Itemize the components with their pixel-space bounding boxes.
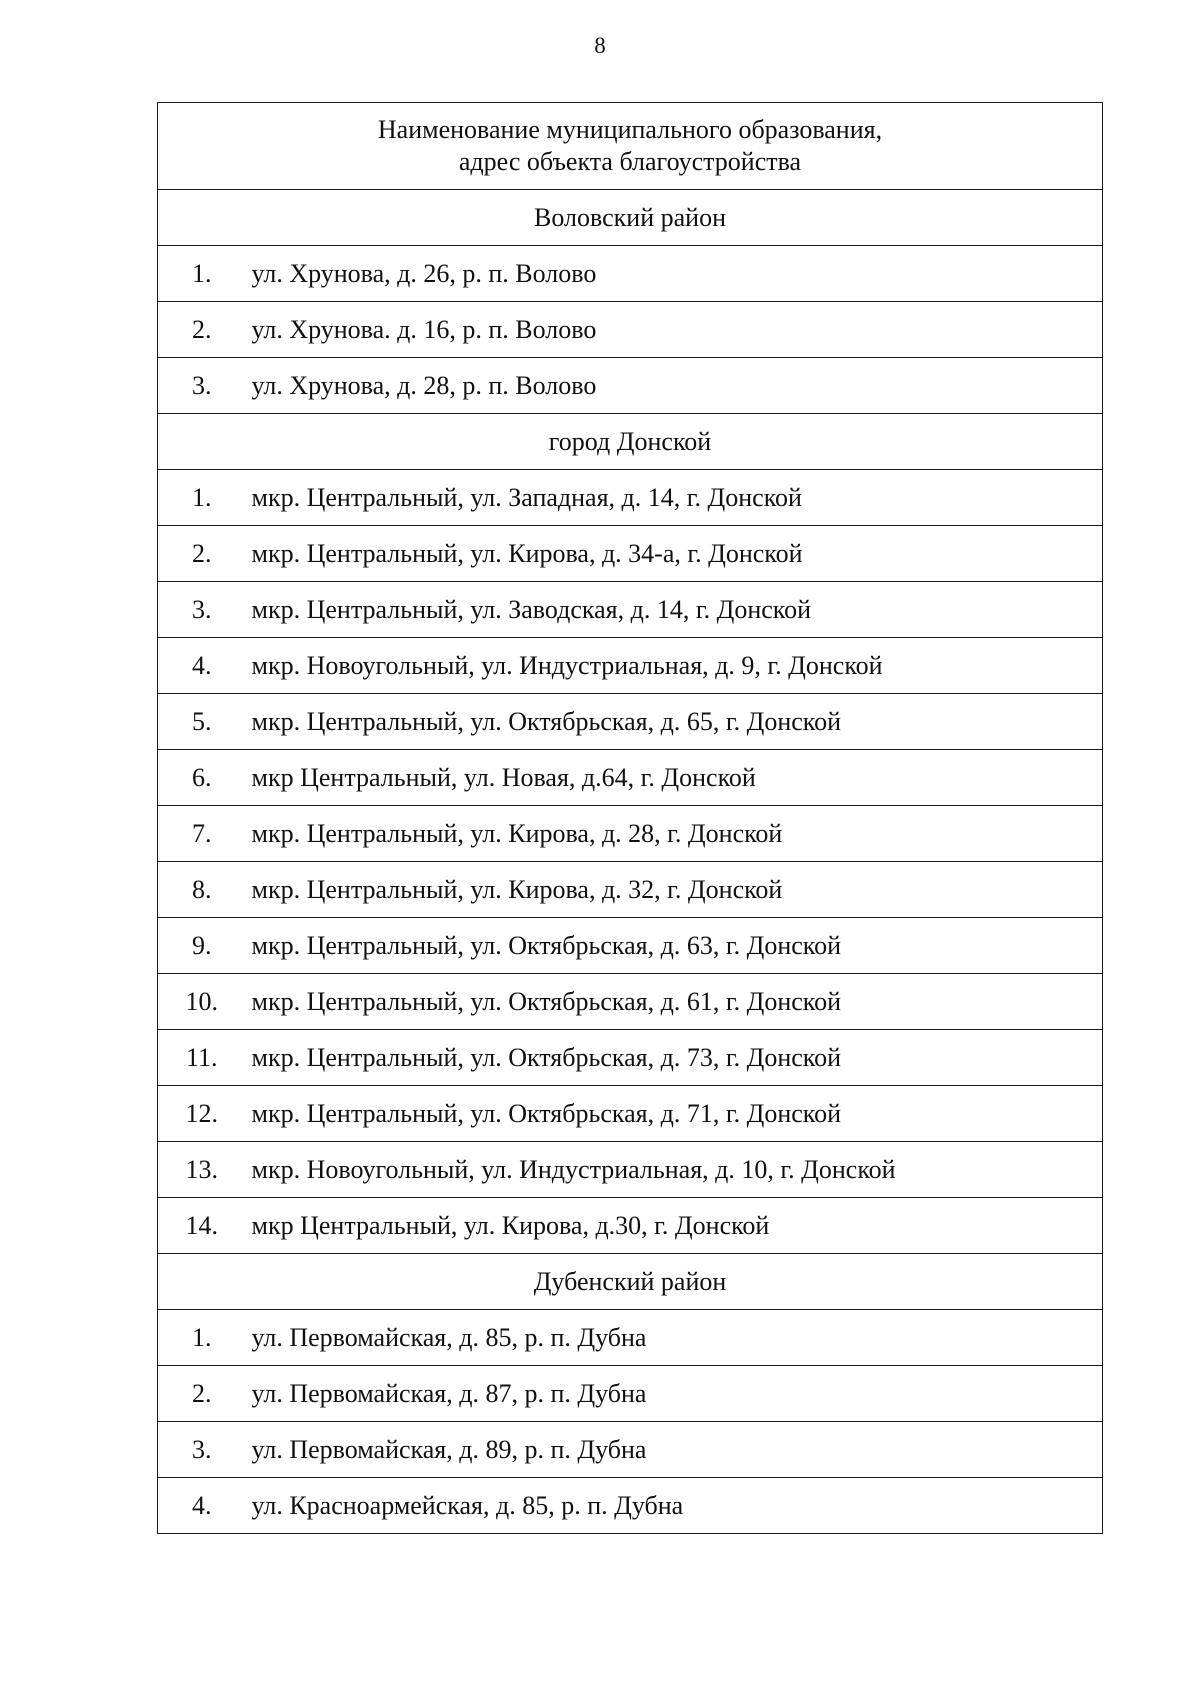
table-row — [158, 1030, 1103, 1086]
row-address: мкр. Центральный, ул. Октябрьская, д. 73, г. Донской — [246, 1030, 1103, 1086]
table-header-line-2: адрес объекта благоустройства — [458, 147, 802, 176]
group-row — [158, 1254, 1103, 1310]
table-row — [158, 470, 1103, 526]
address-table — [157, 102, 1103, 1534]
row-number: 7. — [158, 806, 246, 862]
table-row — [158, 1142, 1103, 1198]
row-number: 3. — [158, 582, 246, 638]
row-number: 6. — [158, 750, 246, 806]
row-address: ул. Первомайская, д. 85, р. п. Дубна — [246, 1310, 1103, 1366]
table-row — [158, 1310, 1103, 1366]
row-number: 2. — [158, 526, 246, 582]
row-address: мкр. Центральный, ул. Октябрьская, д. 63, г. Донской — [246, 918, 1103, 974]
row-number: 2. — [158, 1366, 246, 1422]
table-row — [158, 246, 1103, 302]
row-address: мкр. Новоугольный, ул. Индустриальная, д. 9, г. Донской — [246, 638, 1103, 694]
row-address: ул. Первомайская, д. 89, р. п. Дубна — [246, 1422, 1103, 1478]
row-number: 3. — [158, 358, 246, 414]
table-row — [158, 1198, 1103, 1254]
table-row — [158, 918, 1103, 974]
row-number: 4. — [158, 638, 246, 694]
table-row — [158, 694, 1103, 750]
table-row — [158, 358, 1103, 414]
table-row — [158, 862, 1103, 918]
row-address: мкр. Центральный, ул. Западная, д. 14, г. Донской — [246, 470, 1103, 526]
row-address: мкр. Центральный, ул. Кирова, д. 32, г. Донской — [246, 862, 1103, 918]
table-row — [158, 638, 1103, 694]
row-number: 14. — [158, 1198, 246, 1254]
table-row — [158, 526, 1103, 582]
table-row — [158, 302, 1103, 358]
row-number: 1. — [158, 246, 246, 302]
row-address: мкр. Центральный, ул. Кирова, д. 28, г. Донской — [246, 806, 1103, 862]
row-number: 2. — [158, 302, 246, 358]
row-number: 13. — [158, 1142, 246, 1198]
row-address: мкр. Центральный, ул. Октябрьская, д. 71, г. Донской — [246, 1086, 1103, 1142]
table-row — [158, 806, 1103, 862]
row-number: 5. — [158, 694, 246, 750]
table-header-row — [158, 103, 1103, 190]
table-row — [158, 1478, 1103, 1534]
row-address: ул. Хрунова, д. 28, р. п. Волово — [246, 358, 1103, 414]
row-address: мкр. Центральный, ул. Заводская, д. 14, г. Донской — [246, 582, 1103, 638]
table-row — [158, 1366, 1103, 1422]
row-number: 8. — [158, 862, 246, 918]
row-address: ул. Хрунова. д. 16, р. п. Волово — [246, 302, 1103, 358]
row-address: мкр. Центральный, ул. Кирова, д. 34-а, г. Донской — [246, 526, 1103, 582]
row-number: 4. — [158, 1478, 246, 1534]
row-address: мкр. Центральный, ул. Октябрьская, д. 61, г. Донской — [246, 974, 1103, 1030]
row-address: ул. Красноармейская, д. 85, р. п. Дубна — [246, 1478, 1103, 1534]
row-number: 3. — [158, 1422, 246, 1478]
row-address: мкр. Новоугольный, ул. Индустриальная, д. 10, г. Донской — [246, 1142, 1103, 1198]
table-row — [158, 582, 1103, 638]
group-title: Воловский район — [158, 190, 1103, 246]
row-number: 12. — [158, 1086, 246, 1142]
table-header — [158, 103, 1103, 190]
page-number: 8 — [594, 33, 606, 58]
table-row — [158, 1086, 1103, 1142]
table-row — [158, 974, 1103, 1030]
row-address: мкр. Центральный, ул. Октябрьская, д. 65, г. Донской — [246, 694, 1103, 750]
group-title: Дубенский район — [158, 1254, 1103, 1310]
group-row — [158, 190, 1103, 246]
row-address: ул. Хрунова, д. 26, р. п. Волово — [246, 246, 1103, 302]
row-number: 11. — [158, 1030, 246, 1086]
group-title: город Донской — [158, 414, 1103, 470]
table-body — [158, 103, 1103, 1534]
row-address: мкр Центральный, ул. Кирова, д.30, г. Донской — [246, 1198, 1103, 1254]
table-row — [158, 1422, 1103, 1478]
table-header-line-1: Наименование муниципального образования, — [377, 115, 883, 144]
row-number: 1. — [158, 470, 246, 526]
row-number: 10. — [158, 974, 246, 1030]
row-number: 9. — [158, 918, 246, 974]
row-number: 1. — [158, 1310, 246, 1366]
group-row — [158, 414, 1103, 470]
row-address: мкр Центральный, ул. Новая, д.64, г. Донской — [246, 750, 1103, 806]
table-row — [158, 750, 1103, 806]
row-address: ул. Первомайская, д. 87, р. п. Дубна — [246, 1366, 1103, 1422]
